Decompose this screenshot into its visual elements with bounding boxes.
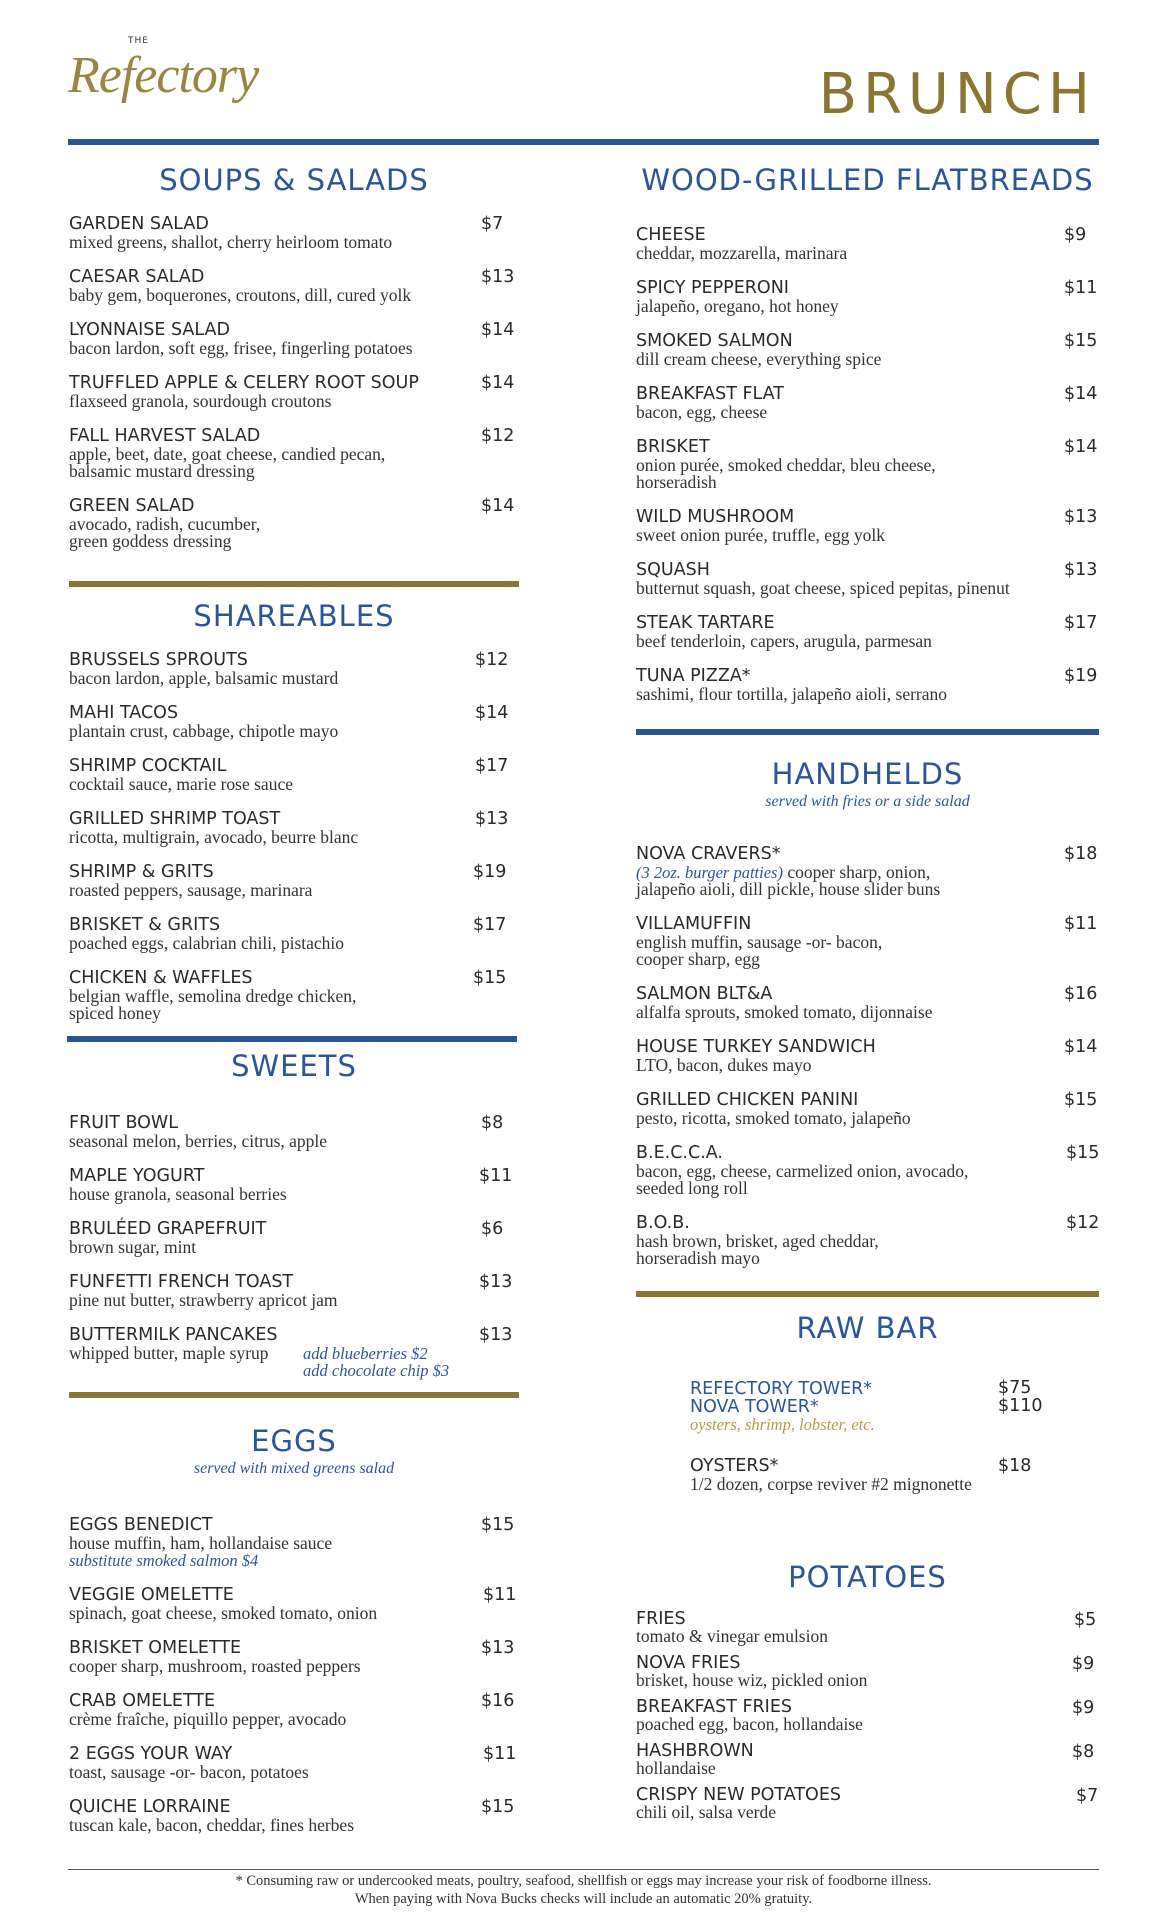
item-desc: brisket, house wiz, pickled onion — [636, 1670, 868, 1690]
item-name: WILD MUSHROOM — [636, 507, 795, 527]
item-price: $13 — [475, 809, 509, 829]
item-name: FALL HARVEST SALAD — [69, 426, 261, 446]
handhelds-list — [636, 844, 1099, 1267]
item-name: B.O.B. — [636, 1213, 690, 1233]
item-name: BREAKFAST FLAT — [636, 384, 784, 404]
item-desc: tomato & vinegar emulsion — [636, 1626, 828, 1646]
menu-item — [69, 496, 519, 550]
addon-chocolate-chip: add chocolate chip $3 — [303, 1361, 450, 1380]
item-name: CRAB OMELETTE — [69, 1691, 216, 1711]
menu-item — [636, 1610, 1099, 1644]
item-name: BRISKET & GRITS — [69, 915, 221, 935]
item-name: CHEESE — [636, 225, 706, 245]
menu-item — [69, 373, 519, 410]
item-name: SQUASH — [636, 560, 710, 580]
menu-item — [636, 1143, 1099, 1197]
potatoes-list — [636, 1610, 1099, 1820]
menu-item — [636, 384, 1099, 421]
item-desc-line2: horseradish — [636, 472, 717, 492]
item-price: $19 — [473, 862, 507, 882]
item-price: $15 — [481, 1515, 515, 1535]
item-price: $18 — [1064, 844, 1098, 864]
section-soups-salads — [69, 163, 519, 197]
menu-item — [69, 968, 519, 1022]
logo-wordmark: Refectory — [68, 47, 259, 104]
menu-item — [69, 1272, 519, 1309]
item-desc-line2: horseradish mayo — [636, 1248, 760, 1268]
item-name: MAPLE YOGURT — [69, 1166, 205, 1186]
menu-item — [636, 1698, 1099, 1732]
item-name: OYSTERS* — [690, 1456, 779, 1476]
raw-bar-item — [690, 1398, 1050, 1416]
item-desc: jalapeño, oregano, hot honey — [636, 296, 839, 316]
item-name: BRISKET — [636, 437, 710, 457]
item-desc: baby gem, boquerones, croutons, dill, cured yolk — [69, 285, 412, 305]
menu-item — [636, 437, 1099, 491]
item-desc: 1/2 dozen, corpse reviver #2 mignonette — [690, 1474, 972, 1494]
item-desc: cheddar, mozzarella, marinara — [636, 243, 848, 263]
item-name: BRULÉED GRAPEFRUIT — [69, 1219, 267, 1239]
item-name: QUICHE LORRAINE — [69, 1797, 231, 1817]
item-desc: hollandaise — [636, 1758, 716, 1778]
item-name: NOVA TOWER* — [690, 1397, 819, 1417]
item-price: $13 — [1064, 560, 1098, 580]
menu-item — [636, 914, 1099, 968]
item-desc-italic: (3 2oz. burger patties) — [636, 863, 783, 882]
item-name: NOVA FRIES — [636, 1653, 741, 1673]
item-price: $11 — [483, 1585, 517, 1605]
raw-bar-item — [690, 1380, 1050, 1398]
menu-item — [69, 1219, 519, 1256]
item-price: $7 — [1076, 1786, 1099, 1806]
item-name: VEGGIE OMELETTE — [69, 1585, 234, 1605]
item-price: $15 — [1064, 331, 1098, 351]
item-desc: whipped butter, maple syrup — [69, 1343, 269, 1363]
item-desc: bacon lardon, soft egg, frisee, fingerling potatoes — [69, 338, 413, 358]
menu-item — [69, 915, 519, 952]
menu-item — [69, 650, 519, 687]
menu-item — [69, 1638, 519, 1675]
section-eggs — [69, 1424, 519, 1478]
item-name: CAESAR SALAD — [69, 267, 205, 287]
item-name: SHRIMP COCKTAIL — [69, 756, 227, 776]
item-price: $18 — [998, 1456, 1032, 1476]
addon-blueberries: add blueberries $2 — [303, 1344, 428, 1363]
section-sweets — [69, 1049, 519, 1083]
menu-item — [69, 1166, 519, 1203]
item-price: $14 — [1064, 437, 1098, 457]
menu-item — [69, 1113, 519, 1150]
addon-options — [303, 1345, 449, 1379]
item-name: TUNA PIZZA* — [636, 666, 751, 686]
item-desc: bacon, egg, cheese, carmelized onion, avocado, — [636, 1161, 969, 1181]
item-desc: dill cream cheese, everything spice — [636, 349, 882, 369]
section-divider — [69, 581, 519, 587]
item-price: $12 — [475, 650, 509, 670]
item-price: $17 — [1064, 613, 1098, 633]
item-price: $14 — [1064, 384, 1098, 404]
item-price: $8 — [481, 1113, 504, 1133]
section-handhelds — [636, 757, 1099, 811]
item-desc: beef tenderloin, capers, arugula, parmesan — [636, 631, 932, 651]
item-price: $12 — [1066, 1213, 1100, 1233]
item-name: 2 EGGS YOUR WAY — [69, 1744, 233, 1764]
item-desc: hash brown, brisket, aged cheddar, — [636, 1231, 879, 1251]
item-name: CHICKEN & WAFFLES — [69, 968, 253, 988]
raw-bar-list — [690, 1380, 1050, 1493]
item-desc: brown sugar, mint — [69, 1237, 197, 1257]
section-note: served with mixed greens salad — [193, 1460, 395, 1477]
menu-item — [636, 507, 1099, 544]
item-price: $11 — [1064, 278, 1098, 298]
item-name: SALMON BLT&A — [636, 984, 773, 1004]
item-name: GRILLED CHICKEN PANINI — [636, 1090, 859, 1110]
shareables-list — [69, 650, 519, 1022]
section-heading: POTATOES — [788, 1560, 947, 1594]
item-price: $17 — [475, 756, 509, 776]
menu-item — [69, 1585, 519, 1622]
item-price: $17 — [473, 915, 507, 935]
item-desc-line2: spiced honey — [69, 1003, 161, 1023]
item-desc: roasted peppers, sausage, marinara — [69, 880, 313, 900]
item-desc-line2: cooper sharp, egg — [636, 949, 760, 969]
section-shareables — [69, 599, 519, 633]
item-price: $11 — [483, 1744, 517, 1764]
item-desc: alfalfa sprouts, smoked tomato, dijonnaise — [636, 1002, 933, 1022]
item-name: EGGS BENEDICT — [69, 1515, 213, 1535]
item-price: $14 — [475, 703, 509, 723]
item-price: $16 — [481, 1691, 515, 1711]
item-desc: bacon, egg, cheese — [636, 402, 768, 422]
item-name: LYONNAISE SALAD — [69, 320, 230, 340]
section-note: served with fries or a side salad — [765, 793, 970, 810]
item-price: $12 — [481, 426, 515, 446]
menu-item — [69, 703, 519, 740]
item-price: $15 — [481, 1797, 515, 1817]
item-desc: belgian waffle, semolina dredge chicken, — [69, 986, 357, 1006]
item-desc: poached egg, bacon, hollandaise — [636, 1714, 863, 1734]
menu-item — [69, 1797, 519, 1834]
menu-item — [69, 320, 519, 357]
item-name: HASHBROWN — [636, 1741, 754, 1761]
item-price: $110 — [998, 1396, 1043, 1416]
item-price: $13 — [481, 1638, 515, 1658]
section-flatbreads — [636, 163, 1099, 197]
item-name: CRISPY NEW POTATOES — [636, 1785, 841, 1805]
item-name: FRUIT BOWL — [69, 1113, 178, 1133]
item-price: $15 — [1066, 1143, 1100, 1163]
item-price: $14 — [1064, 1037, 1098, 1057]
item-desc-line2: green goddess dressing — [69, 531, 232, 551]
item-desc: avocado, radish, cucumber, — [69, 514, 261, 534]
menu-item — [636, 1213, 1099, 1267]
item-name: STEAK TARTARE — [636, 613, 775, 633]
item-price: $15 — [473, 968, 507, 988]
item-name: NOVA CRAVERS* — [636, 844, 781, 864]
menu-item — [69, 862, 519, 899]
item-name: VILLAMUFFIN — [636, 914, 752, 934]
item-desc-line2: jalapeño aioli, dill pickle, house slider buns — [636, 879, 941, 899]
item-price: $9 — [1064, 225, 1087, 245]
item-price: $19 — [1064, 666, 1098, 686]
item-desc: seasonal melon, berries, citrus, apple — [69, 1131, 328, 1151]
menu-item — [636, 1090, 1099, 1127]
item-desc: toast, sausage -or- bacon, potatoes — [69, 1762, 309, 1782]
menu-item — [636, 560, 1099, 597]
item-price: $11 — [1064, 914, 1098, 934]
section-divider — [69, 1392, 519, 1398]
item-price: $9 — [1072, 1654, 1095, 1674]
menu-item — [636, 666, 1099, 703]
soups-salads-list — [69, 214, 519, 550]
item-price: $13 — [481, 267, 515, 287]
item-name: HOUSE TURKEY SANDWICH — [636, 1037, 876, 1057]
section-heading: SHAREABLES — [193, 599, 395, 633]
item-substitution: substitute smoked salmon $4 — [69, 1551, 259, 1570]
footer-rule — [68, 1869, 1099, 1870]
item-name: REFECTORY TOWER* — [690, 1379, 873, 1399]
menu-item — [69, 267, 519, 304]
refectory-logo — [68, 32, 259, 142]
item-name: B.E.C.C.A. — [636, 1143, 723, 1163]
item-desc: poached eggs, calabrian chili, pistachio — [69, 933, 345, 953]
menu-item — [69, 1691, 519, 1728]
eggs-list — [69, 1515, 519, 1834]
section-heading: HANDHELDS — [771, 757, 964, 791]
item-desc: onion purée, smoked cheddar, bleu cheese, — [636, 455, 936, 475]
item-desc: flaxseed granola, sourdough croutons — [69, 391, 332, 411]
menu-item — [69, 1325, 519, 1381]
item-desc: sashimi, flour tortilla, jalapeño aioli, serrano — [636, 684, 948, 704]
section-heading: EGGS — [251, 1424, 337, 1458]
section-heading: WOOD-GRILLED FLATBREADS — [641, 163, 1094, 197]
item-name: BRISKET OMELETTE — [69, 1638, 242, 1658]
item-name: GRILLED SHRIMP TOAST — [69, 809, 281, 829]
item-price: $6 — [481, 1219, 504, 1239]
menu-item — [636, 1037, 1099, 1074]
item-desc: cocktail sauce, marie rose sauce — [69, 774, 293, 794]
menu-item — [69, 214, 519, 251]
item-price: $14 — [481, 373, 515, 393]
section-heading: SWEETS — [231, 1049, 357, 1083]
item-name: GREEN SALAD — [69, 496, 195, 516]
item-desc: apple, beet, date, goat cheese, candied pecan, — [69, 444, 386, 464]
item-desc: sweet onion purée, truffle, egg yolk — [636, 525, 885, 545]
tower-desc: oysters, shrimp, lobster, etc. — [690, 1415, 875, 1434]
section-raw-bar — [636, 1311, 1099, 1345]
menu-item — [636, 331, 1099, 368]
menu-item — [69, 1515, 519, 1569]
section-heading: SOUPS & SALADS — [159, 163, 429, 197]
item-name: GARDEN SALAD — [69, 214, 209, 234]
item-name: MAHI TACOS — [69, 703, 179, 723]
item-price: $13 — [479, 1272, 513, 1292]
header-rule — [68, 139, 1099, 145]
item-price: $9 — [1072, 1698, 1095, 1718]
menu-item — [69, 1744, 519, 1781]
section-divider — [636, 729, 1099, 735]
footer-line-2: When paying with Nova Bucks checks will include an automatic 20% gratuity. — [354, 1891, 813, 1907]
item-desc: house muffin, ham, hollandaise sauce — [69, 1533, 333, 1553]
item-price: $8 — [1072, 1742, 1095, 1762]
item-desc: english muffin, sausage -or- bacon, — [636, 932, 883, 952]
item-name: BRUSSELS SPROUTS — [69, 650, 248, 670]
item-price: $11 — [479, 1166, 513, 1186]
menu-item — [636, 984, 1099, 1021]
item-desc: mixed greens, shallot, cherry heirloom tomato — [69, 232, 393, 252]
section-potatoes — [636, 1560, 1099, 1594]
item-price: $5 — [1074, 1610, 1097, 1630]
item-name: FRIES — [636, 1609, 686, 1629]
item-price: $75 — [998, 1378, 1032, 1398]
menu-item — [636, 278, 1099, 315]
item-desc: house granola, seasonal berries — [69, 1184, 287, 1204]
item-desc: butternut squash, goat cheese, spiced pepitas, pinenut — [636, 578, 1010, 598]
section-divider — [636, 1291, 1099, 1297]
logo-the: THE — [128, 36, 149, 46]
item-name: SHRIMP & GRITS — [69, 862, 214, 882]
item-name: BUTTERMILK PANCAKES — [69, 1325, 278, 1345]
item-price: $14 — [481, 496, 515, 516]
footer-line-1: * Consuming raw or undercooked meats, poultry, seafood, shellfish or eggs may increase your risk of foodborne illness. — [235, 1873, 932, 1889]
item-desc-rest: cooper sharp, onion, — [782, 862, 931, 882]
menu-item — [636, 225, 1099, 262]
menu-item — [69, 756, 519, 793]
menu-item — [636, 844, 1099, 898]
menu-item — [636, 1742, 1099, 1776]
item-desc: bacon lardon, apple, balsamic mustard — [69, 668, 339, 688]
sweets-list — [69, 1113, 519, 1381]
item-price: $13 — [1064, 507, 1098, 527]
menu-item — [636, 613, 1099, 650]
item-price: $14 — [481, 320, 515, 340]
item-desc: pesto, ricotta, smoked tomato, jalapeño — [636, 1108, 911, 1128]
item-price: $7 — [481, 214, 504, 234]
item-price: $15 — [1064, 1090, 1098, 1110]
item-desc: spinach, goat cheese, smoked tomato, onion — [69, 1603, 378, 1623]
item-name: BREAKFAST FRIES — [636, 1697, 793, 1717]
section-heading: RAW BAR — [796, 1311, 939, 1345]
item-desc: crème fraîche, piquillo pepper, avocado — [69, 1709, 347, 1729]
item-desc: plantain crust, cabbage, chipotle mayo — [69, 721, 339, 741]
item-desc-line2: balsamic mustard dressing — [69, 461, 255, 481]
item-name: FUNFETTI FRENCH TOAST — [69, 1272, 294, 1292]
item-name: SPICY PEPPERONI — [636, 278, 789, 298]
item-desc: pine nut butter, strawberry apricot jam — [69, 1290, 338, 1310]
item-price: $16 — [1064, 984, 1098, 1004]
menu-item — [636, 1654, 1099, 1688]
item-name: TRUFFLED APPLE & CELERY ROOT SOUP — [69, 373, 419, 393]
flatbreads-list — [636, 225, 1099, 703]
raw-bar-item — [690, 1456, 1050, 1493]
item-desc: chili oil, salsa verde — [636, 1802, 776, 1822]
item-desc: tuscan kale, bacon, cheddar, fines herbes — [69, 1815, 355, 1835]
item-desc-line2: seeded long roll — [636, 1178, 748, 1198]
footer-disclaimer — [68, 1872, 1099, 1908]
section-divider — [67, 1036, 517, 1042]
item-desc: ricotta, multigrain, avocado, beurre blanc — [69, 827, 359, 847]
item-price: $13 — [479, 1325, 513, 1345]
menu-title: BRUNCH — [818, 62, 1096, 127]
item-desc: LTO, bacon, dukes mayo — [636, 1055, 812, 1075]
item-desc: cooper sharp, mushroom, roasted peppers — [69, 1656, 361, 1676]
menu-item — [636, 1786, 1099, 1820]
menu-item — [69, 809, 519, 846]
menu-item — [69, 426, 519, 480]
item-name: SMOKED SALMON — [636, 331, 793, 351]
